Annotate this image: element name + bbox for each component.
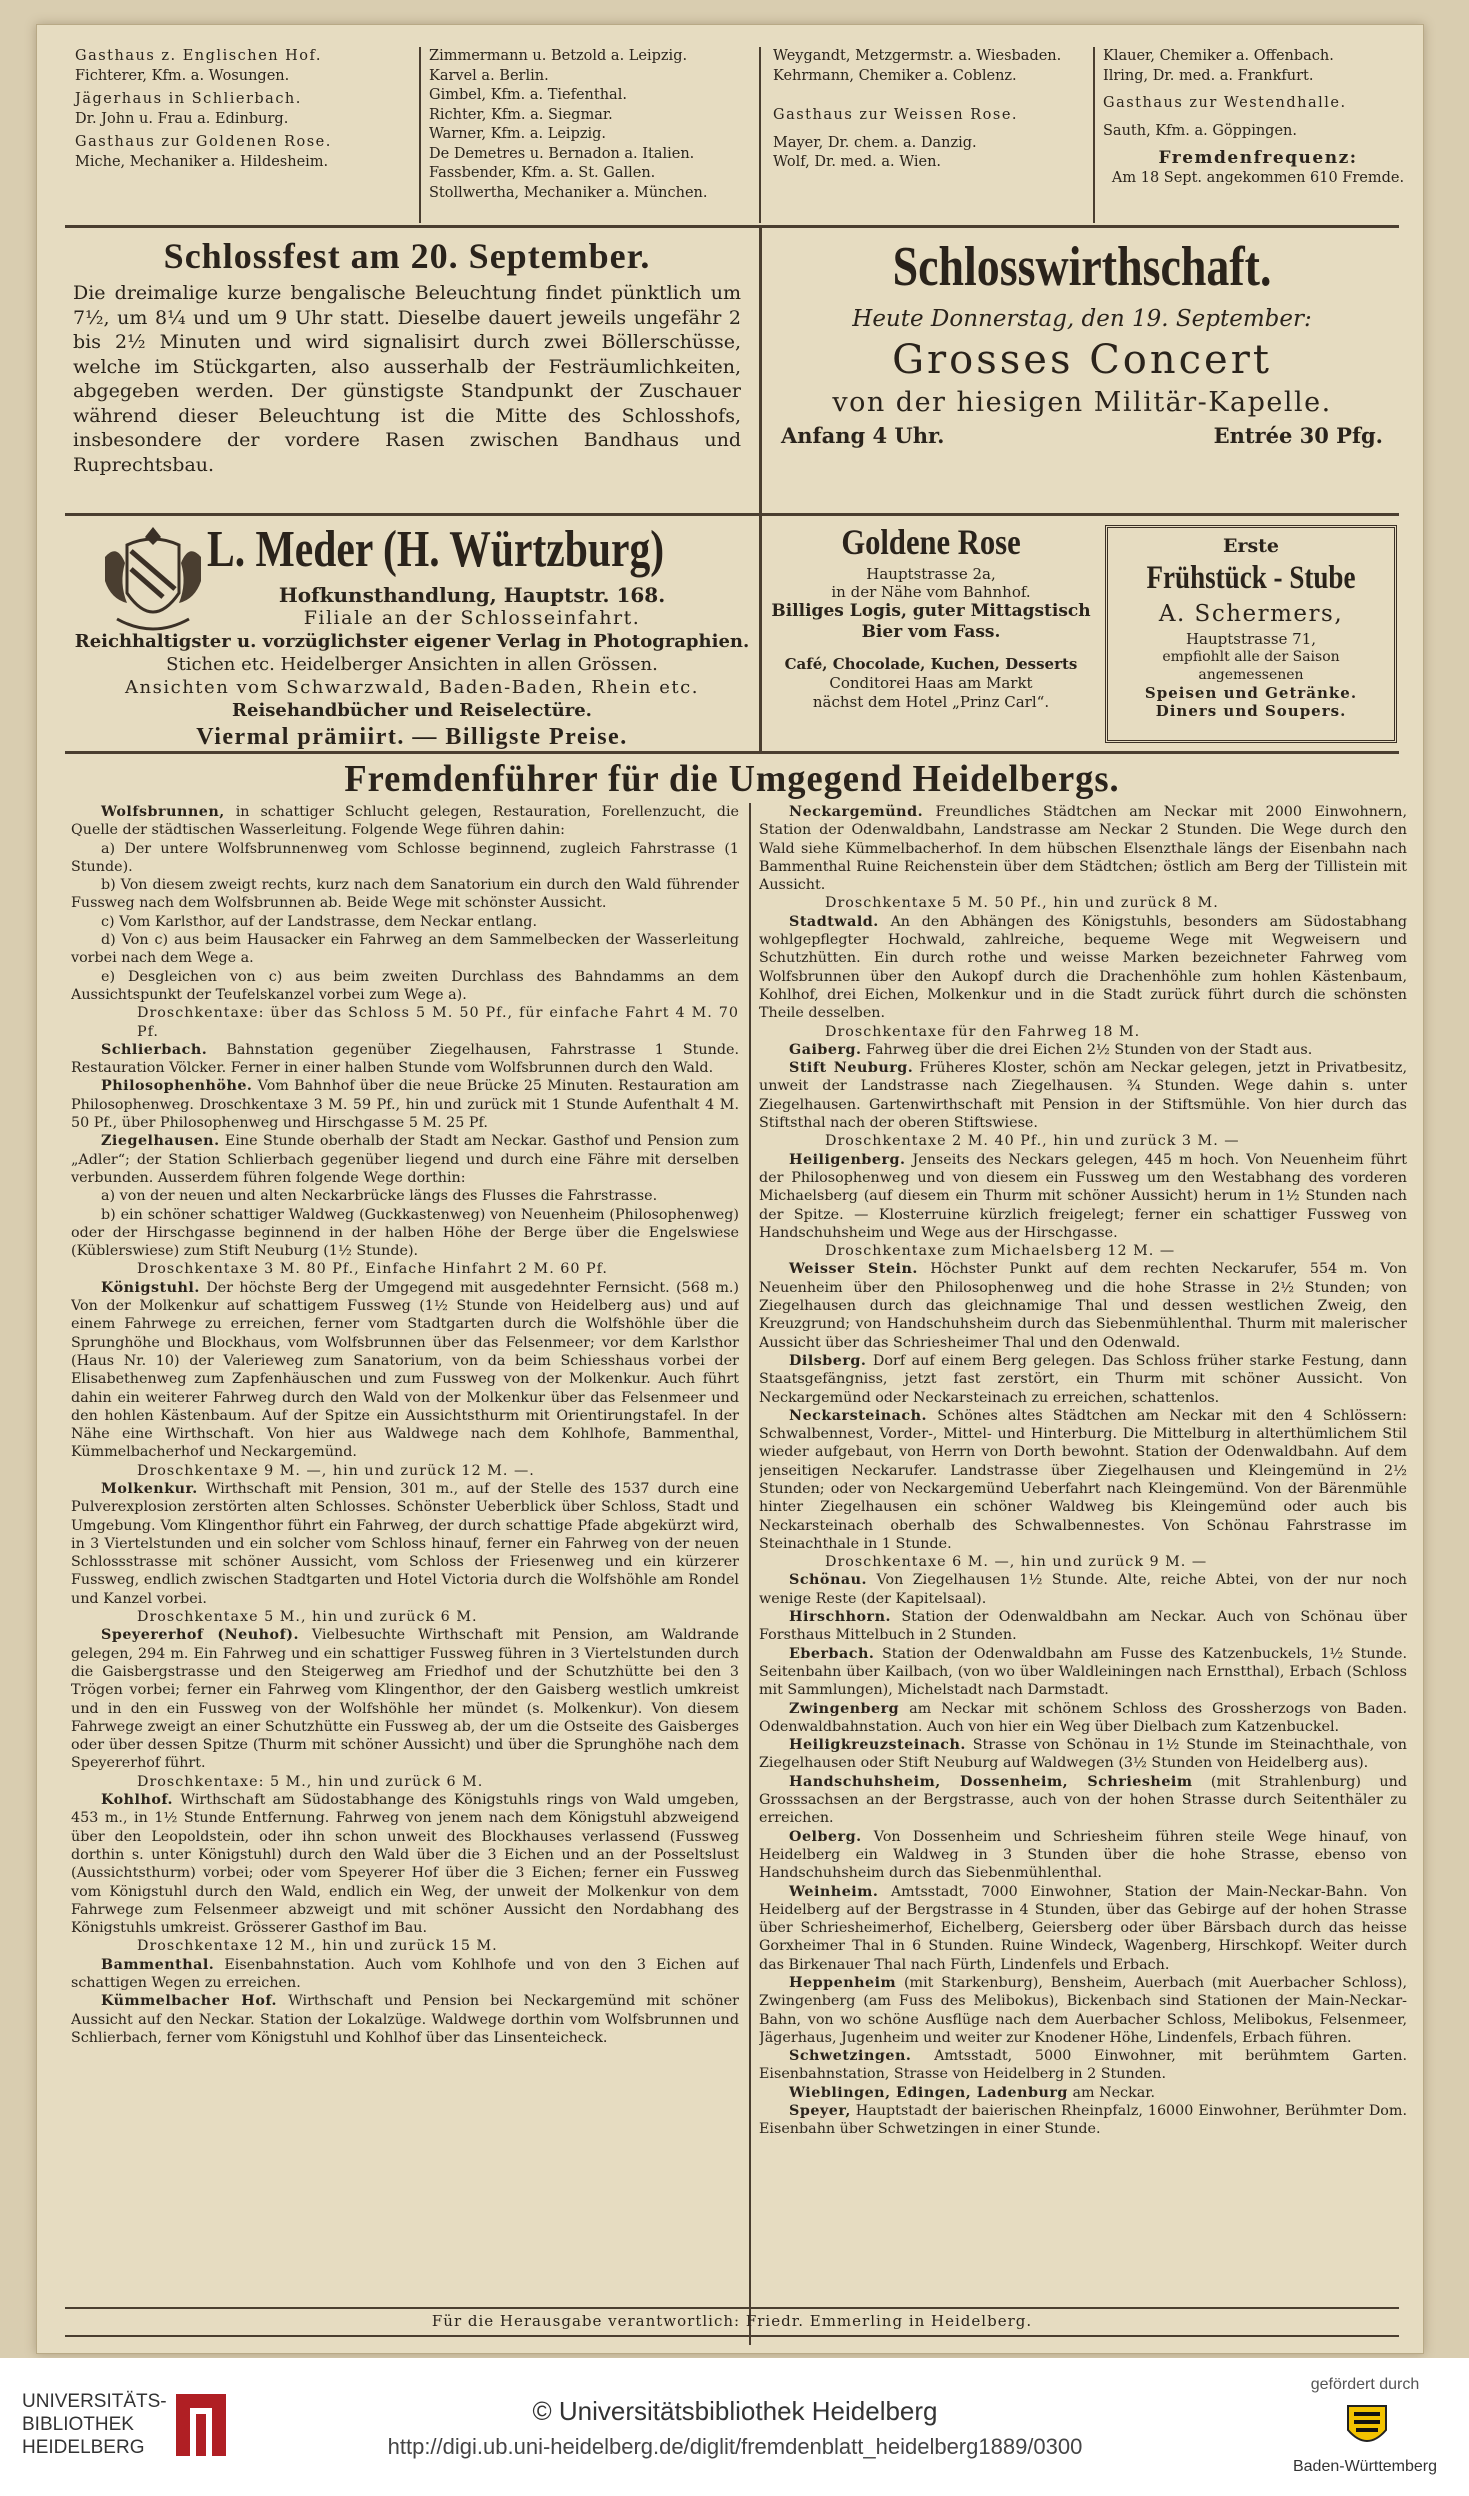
guest-entry: Karvel a. Berlin. xyxy=(429,67,549,84)
droschkentaxe-line: Droschkentaxe 5 M. 50 Pf., hin und zurück 8 M. xyxy=(825,895,1219,912)
guide-title: Fremdenführer für die Umgegend Heidelbergs. xyxy=(344,758,1120,800)
guide-entry-text: Vielbesuchte Wirthschaft mit Pension, am Waldrande gelegen, 294 m. Ein Fahrweg und ein schattiger Fussweg führen in 3 Viertelstunden durch die Gaisbergstrasse und den Steigerweg am Friedhof und der Schutzhütte bei den 3 Trögen vorbei; ferner ein Fahrweg vom Klingenthor, der den Gaisberg westlich umkreist und in den ein Fussweg von der Wolfshöhle her mündet (s. Molkenkur). Von diesem Fahrwege zweigt an einer Schutzhütte ein Fussweg ab, der um die Ostseite des Gaisberges oder über dessen Spitze (Thurm mit schöner Aussicht) und über die Sprunghöhe nach dem Speyererhof führt. xyxy=(71,1627,739,1772)
meder-line: Hofkunsthandlung, Hauptstr. 168. xyxy=(278,583,666,607)
guest-entry: Richter, Kfm. a. Siegmar. xyxy=(429,106,613,123)
guide-entry xyxy=(759,1571,1407,1608)
guest-entry: Gimbel, Kfm. a. Tiefenthal. xyxy=(429,87,627,103)
guide-entry xyxy=(759,1974,1407,2047)
guide-entry-text: b) ein schöner schattiger Waldweg (Guckkastenweg) von Neuenheim (Philosophenweg) oder der Hirschgasse beginnend in der halben Höhe der Berge über die Engelswiese (Küblerswiese) zum Stift Neuburg (1½ Stunde). xyxy=(71,1206,739,1260)
droschkentaxe-line: Droschkentaxe 3 M. 80 Pf., Einfache Hinfahrt 2 M. 60 Pf. xyxy=(137,1261,608,1278)
goldene-rose-line: in der Nähe vom Bahnhof. xyxy=(831,583,1031,601)
guide-entry xyxy=(759,1260,1407,1351)
fruehstueck-title: Frühstück - Stube xyxy=(1146,560,1356,596)
guide-place-name: Stift Neuburg. xyxy=(789,1060,914,1077)
guide-subentry xyxy=(71,876,739,913)
goldene-rose-line: Hauptstrasse 2a, xyxy=(866,565,996,583)
guest-entry: Kehrmann, Chemiker a. Coblenz. xyxy=(773,67,1017,84)
droschkentaxe-line: Droschkentaxe 6 M. —, hin und zurück 9 M. — xyxy=(825,1554,1208,1571)
section-rule xyxy=(65,2307,1399,2309)
concert-entry: Entrée 30 Pfg. xyxy=(1213,423,1383,448)
guide-entry-text: Höchster Punkt auf dem rechten Neckarufer, 554 m. Von Neuenheim über den Philosophenweg und die hohe Strasse in 2½ Stunden; von Ziegelhausen durch das gleichnamige Thal und dessen westlichen Zweig, den Kreuzgrund; von Handschuhsheim durch das Siebenmühlenthal. Thurm mit malerischer Aussicht über das Schriesheimer Thal und den Odenwald. xyxy=(759,1261,1407,1351)
guide-place-name: Kohlhof. xyxy=(101,1792,174,1809)
guide-entry xyxy=(759,803,1407,894)
guide-entry-text: Wirthschaft am Südostabhange des Königstuhls rings von Wald umgeben, 453 m., in 1½ Stunde Entfernung. Fahrweg von jenem nach dem Königstuhl abzweigend über den Leopoldstein, oder ihn schon unweit des Blockhauses verlassend (Fussweg dorthin s. unter Königstuhl) durch den Wald über die 3 Eichen und an der Posseltslust (Aussichtsthurm) vorbei; oder vom Speyerer Hof über die 3 Eichen; ferner ein Fussweg vom Königstuhl durch den Wald, endlich ein Weg, der unweit der Molkenkur von dem Fahrwege zum Felsenmeer abzweigt und mit schöner Aussicht den Nordabhang des Königstuhls umkreist. Grösserer Gasthof im Bau. xyxy=(71,1792,739,1937)
guide-entry-text: Hauptstadt der baierischen Rheinpfalz, 16000 Einwohner, Berühmter Dom. Eisenbahn über Schwetzingen in einer Stunde. xyxy=(759,2103,1407,2138)
droschkentaxe-line: Droschkentaxe: 5 M., hin und zurück 6 M. xyxy=(137,1773,484,1790)
guide-entry xyxy=(71,1480,739,1608)
schlossfest-title: Schlossfest am 20. September. xyxy=(163,236,651,276)
schlossfest-notice xyxy=(65,231,749,477)
guide-place-name: Weisser Stein. xyxy=(789,1261,918,1278)
guest-entry: Sauth, Kfm. a. Göppingen. xyxy=(1103,122,1297,139)
meder-title: L. Meder (H. Würtzburg) xyxy=(207,521,665,578)
column-rule xyxy=(1093,47,1095,223)
droschkentaxe-line: Droschkentaxe 9 M. —, hin und zurück 12 M. —. xyxy=(137,1462,535,1479)
guide-entry-text: Vom Bahnhof über die neue Brücke 25 Minuten. Restauration am Philosophenweg. Droschkentaxe 3 M. 59 Pf., hin und zurück mit 1 Stunde Aufenthalt 4 M. 50 Pf., über Philosophenweg und Hirschgasse 5 M. 25 Pf. xyxy=(71,1078,739,1132)
guest-list-col-4 xyxy=(1103,47,1413,188)
guest-entry: Gasthaus z. Englischen Hof. xyxy=(75,48,322,64)
guide-entry-text: Wirthschaft und Pension bei Neckargemünd mit schöner Aussicht auf den Neckar. Station der Lokalzüge. Waldwege dorthin vom Wolfsbrunnen und Schlierbach, ferner vom Königstuhl und Kohlhof über das Linsenteicheck. xyxy=(71,1993,739,2046)
guide-subentry xyxy=(71,1187,739,1205)
guide-entry xyxy=(759,1883,1407,1974)
guide-entry xyxy=(759,1773,1407,1828)
funded-label: gefördert durch xyxy=(1310,2376,1420,2393)
goldene-rose-ad xyxy=(763,519,1099,712)
guest-list-col-1 xyxy=(75,47,415,172)
guide-entry xyxy=(759,2102,1407,2139)
guide-entry-text: am Neckar. xyxy=(1067,2084,1156,2101)
guide-entry-text: Freundliches Städtchen am Neckar mit 2000 Einwohnern, Station der Odenwaldbahn, Landstrasse am Neckar 2 Stunden. Die Wege durch den Wald siehe Kümmelbacherhof. In dem hübschen Elsenzthale längs der Eisenbahn nach Bammenthal Ruine Reichenstein über dem Städtchen; östlich am Berg der Tillistein mit Aussicht. xyxy=(759,804,1407,894)
guide-subentry xyxy=(71,931,739,968)
state-label: Baden-Württemberg xyxy=(1292,2458,1438,2475)
goldene-rose-line: Billiges Logis, guter Mittagstisch xyxy=(771,601,1091,621)
guide-entry xyxy=(759,1608,1407,1645)
library-name-line: BIBLIOTHEK xyxy=(22,2414,134,2435)
digitization-footer xyxy=(0,2358,1469,2496)
guest-entry: Gasthaus zur Goldenen Rose. xyxy=(75,134,332,150)
guide-place-name: Ziegelhausen. xyxy=(101,1133,220,1150)
droschkentaxe-line: Droschkentaxe 12 M., hin und zurück 15 M. xyxy=(137,1938,498,1955)
droschkentaxe-line: Droschkentaxe zum Michaelsberg 12 M. — xyxy=(825,1243,1176,1260)
droschkentaxe-line: Droschkentaxe 5 M., hin und zurück 6 M. xyxy=(137,1609,478,1626)
fremdenfrequenz-label: Fremdenfrequenz: xyxy=(1158,148,1358,168)
guest-entry: Mayer, Dr. chem. a. Danzig. xyxy=(773,134,977,151)
guide-entry xyxy=(71,1992,739,2047)
guide-place-name: Handschuhsheim, Dossenheim, Schriesheim xyxy=(789,1773,1193,1790)
guide-entry-text: Bahnstation gegenüber Ziegelhausen, Fahrstrasse 1 Stunde. Restauration Völcker. Ferner in einer halben Stunde vom Wolfsbrunnen durch den Wald. xyxy=(71,1041,739,1077)
guide-entry xyxy=(759,1059,1407,1132)
guide-entry-text: a) von der neuen und alten Neckarbrücke längs des Flusses die Fahrstrasse. xyxy=(101,1188,658,1205)
meder-line: Filiale an der Schlosseinfahrt. xyxy=(303,607,641,629)
section-rule xyxy=(65,751,1399,754)
guide-entry-text: am Neckar mit schönem Schloss des Grossherzogs von Baden. Odenwaldbahnstation. Auch von hier ein Weg über Dielbach zum Katzenbuckel. xyxy=(759,1700,1407,1735)
guide-entry xyxy=(759,1352,1407,1407)
state-coat-of-arms-icon xyxy=(1340,2400,1394,2454)
guide-entry-text: Von Ziegelhausen 1½ Stunde. Alte, reiche Abtei, von der nur noch wenige Reste (der Kapitelsaal). xyxy=(759,1572,1407,1607)
guide-entry-text: Eine Stunde oberhalb der Stadt am Neckar. Gasthof und Pension zum „Adler“; der Station Schlierbach gegenüber liegend und durch eine Fähre mit derselben verbunden. Ausserdem führen folgende Wege dorthin: xyxy=(71,1133,739,1186)
guide-place-name: Wolfsbrunnen, xyxy=(101,804,225,820)
guest-entry: Miche, Mechaniker a. Hildesheim. xyxy=(75,153,329,170)
guide-place-name: Neckargemünd. xyxy=(789,804,924,820)
guest-entry: Zimmermann u. Betzold a. Leipzig. xyxy=(429,48,688,64)
guide-entry xyxy=(71,1279,739,1462)
library-name-line: UNIVERSITÄTS- xyxy=(22,2391,167,2412)
guide-entry xyxy=(759,1828,1407,1883)
concert-start: Anfang 4 Uhr. xyxy=(781,423,945,448)
meder-line: Ansichten vom Schwarzwald, Baden-Baden, Rhein etc. xyxy=(125,677,699,698)
guide-entry xyxy=(759,1151,1407,1242)
guide-place-name: Oelberg. xyxy=(789,1828,862,1845)
concert-date: Heute Donnerstag, den 19. September: xyxy=(852,306,1312,332)
guest-entry: Fichterer, Kfm. a. Wosungen. xyxy=(75,67,290,84)
guide-entry xyxy=(71,1077,739,1132)
fruehstueck-stube-ad xyxy=(1105,525,1397,743)
guide-entry xyxy=(71,1626,739,1772)
section-rule xyxy=(65,2335,1399,2337)
guide-place-name: Bammenthal. xyxy=(101,1956,215,1973)
guide-entry xyxy=(759,1645,1407,1700)
column-rule xyxy=(759,47,761,223)
guide-place-name: Wieblingen, Edingen, Ladenburg xyxy=(789,2084,1068,2101)
guest-entry: Ilring, Dr. med. a. Frankfurt. xyxy=(1103,67,1314,84)
guide-entry-text: Eisenbahnstation. Auch vom Kohlhofe und von den 3 Eichen auf schattigen Wegen zu erreichen. xyxy=(71,1956,739,1991)
guest-entry: De Demetres u. Bernadon a. Italien. xyxy=(429,145,695,162)
guide-entry xyxy=(759,913,1407,1023)
concert-band: von der hiesigen Militär-Kapelle. xyxy=(832,387,1332,418)
column-rule xyxy=(759,225,762,513)
guest-entry: Jägerhaus in Schlierbach. xyxy=(75,91,302,107)
guide-subentry xyxy=(71,913,739,931)
meder-line: Stichen etc. Heidelberger Ansichten in allen Grössen. xyxy=(166,654,658,675)
guest-entry: Fassbender, Kfm. a. St. Gallen. xyxy=(429,165,656,181)
column-rule xyxy=(419,47,421,223)
guest-entry: Weygandt, Metzgermstr. a. Wiesbaden. xyxy=(773,48,1062,64)
guide-place-name: Königstuhl. xyxy=(101,1279,200,1296)
goldene-rose-line: nächst dem Hotel „Prinz Carl“. xyxy=(812,693,1050,711)
guide-place-name: Stadtwald. xyxy=(789,913,879,930)
guide-entry xyxy=(71,1041,739,1078)
guest-entry: Dr. John u. Frau a. Edinburg. xyxy=(75,110,289,127)
guest-entry: Wolf, Dr. med. a. Wien. xyxy=(773,154,942,170)
guide-left-column xyxy=(71,803,739,2333)
guide-entry xyxy=(71,1132,739,1187)
guide-place-name: Zwingenberg xyxy=(789,1700,900,1717)
guide-entry-text: Der höchste Berg der Umgegend mit ausgedehnter Fernsicht. (568 m.) Von der Molkenkur auf schattigem Fussweg (1½ Stunde von Heidelberg aus) und auf einem Fahrwege zu erreichen, ferner vom Stadtgarten durch die Wolfshöhle über die Sprunghöhe und Blockhaus, vom Wolfsbrunnen über das Felsenmeer; vor dem Karlsthor (Haus Nr. 10) der Valerieweg zum Sanatorium, von da beim Schiesshaus vorbei der Elisabethenweg zum Zapfenhäuschen und zum Fussweg von der Molkenkur. Auch führt dahin ein weiterer Fahrweg durch den Wald von der Molkenkur über das Felsenmeer und den hohlen Kästenbaum. Auf der Spitze ein Aussichtsthurm mit Orientirungstafel. In der Nähe eine Wirthschaft. Von hier aus Waldwege nach dem Kohlhofe, Bammenthal, Kümmelbacherhof und Neckargemünd. xyxy=(71,1279,739,1461)
meder-line: Reisehandbücher und Reiselectüre. xyxy=(232,700,592,721)
guide-place-name: Heiligenberg. xyxy=(789,1151,906,1168)
goldene-rose-line: Bier vom Fass. xyxy=(861,622,1001,642)
guest-entry: Gasthaus zur Weissen Rose. xyxy=(773,107,1019,123)
meder-line: Reichhaltigster u. vorzüglichster eigener Verlag in Photographien. xyxy=(74,631,750,652)
guide-place-name: Weinheim. xyxy=(789,1883,879,1900)
guide-place-name: Philosophenhöhe. xyxy=(101,1078,253,1095)
guide-entry xyxy=(759,1041,1407,1059)
guide-entry xyxy=(71,1956,739,1993)
guide-entry-text: Station der Odenwaldbahn am Neckar. Auch von Schönau über Forsthaus Mittelbuch in 2 Stunden. xyxy=(759,1609,1407,1644)
fruehstueck-line: Speisen und Getränke. xyxy=(1144,684,1358,702)
guide-place-name: Gaiberg. xyxy=(789,1041,862,1058)
section-rule xyxy=(65,513,1399,516)
schlosswirthschaft-title: Schlosswirthschaft. xyxy=(892,236,1272,298)
guide-place-name: Schönau. xyxy=(789,1572,867,1589)
fruehstueck-line: empfiohlt alle der Saison angemessenen xyxy=(1162,649,1340,683)
guide-subentry xyxy=(71,840,739,877)
guide-entry-text: Von Dossenheim und Schriesheim führen steile Wege hinauf, von Heidelberg ein Waldweg in 3 Stunden über die hohe Strasse, ebenso von Handschuhsheim durch das Siebenmühlenthal. xyxy=(759,1828,1407,1882)
guide-entry xyxy=(759,1700,1407,1737)
permalink[interactable]: http://digi.ub.uni-heidelberg.de/diglit/fremdenblatt_heidelberg1889/0300 xyxy=(387,2434,1083,2459)
guide-entry xyxy=(759,1736,1407,1773)
guide-place-name: Schwetzingen. xyxy=(789,2048,912,2065)
guide-right-column xyxy=(759,803,1407,2333)
guide-entry-text: Schönes altes Städtchen am Neckar mit den 4 Schlössern: Schwalbennest, Vorder-, Mittel- und Hinterburg. Die Mittelburg in alterthümlichem Stil wieder aufgebaut, von Herrn von Dorth bewohnt. Station der Odenwaldbahn. Auf dem jenseitigen Neckarufer. Landstrasse über Ziegelhausen und Kleingemünd in 2½ Stunden; oder von Neckargemünd Ueberfahrt nach Kleingemünd. Von der Bärenmühle hinter Ziegelhausen ein schöner Waldweg bis Kleingemünd oder auch bis Neckarsteinach oberhalb des Schwalbennestes. Von Schönau Fahrstrasse im Steinachthale in 1 Stunde. xyxy=(759,1407,1407,1552)
fruehstueck-line: Hauptstrasse 71, xyxy=(1185,630,1317,648)
guide-entry xyxy=(71,803,739,840)
guide-place-name: Speyer, xyxy=(789,2103,851,2120)
guide-entry-text: (mit Strahlenburg) und Grosssachsen an der Bergstrasse, auch von der hohen Strasse durch Seitenthäler zu erreichen. xyxy=(759,1773,1407,1827)
library-logo xyxy=(22,2390,167,2459)
guest-entry: Stollwertha, Mechaniker a. München. xyxy=(429,184,708,201)
guide-entry xyxy=(71,1791,739,1937)
guide-subentry xyxy=(71,968,739,1005)
concert-info-row xyxy=(767,421,1397,448)
guide-entry xyxy=(759,2047,1407,2084)
guide-entry-text: Wirthschaft mit Pension, 301 m., auf der Stelle des 1537 durch eine Pulverexplosion zerstörten alten Schlosses. Schönster Ueberblick über Schloss, Stadt und Umgebung. Vom Klingenthor führt ein Fahrweg, der durch schattige Pfade abgekürzt wird, in 3 Viertelstunden und ein solcher vom Schloss hinauf, ferner ein Fahrweg von der neuen Schlossstrasse mit schöner Aussicht, vom Schloss der Friesenweg und ein kürzerer Fussweg, endlich zwischen Stadtgarten und Hotel Victoria durch die Wolfshöhle am Rondel und Kanzel vorbei. xyxy=(71,1480,739,1607)
schlossfest-text: Die dreimalige kurze bengalische Beleuchtung findet pünktlich um 7½, um 8¼ und um 9 Uhr statt. Dieselbe dauert jeweils ungefähr 2 bis 2½ Minuten und wird signalisirt durch zwei Böllerschüsse, welche im Stückgarten, also ausserhalb der Festräumlichkeiten, abgegeben werden. Der günstigste Standpunkt der Zuschauer während dieser Beleuchtung ist die Mitte des Schlosshofs, insbesondere der vordere Rasen zwischen Bandhaus und Ruprechtsbau. xyxy=(73,282,741,476)
section-rule xyxy=(65,225,1399,228)
library-name-line: HEIDELBERG xyxy=(22,2437,145,2458)
guide-entry-text: Früheres Kloster, schön am Neckar gelegen, jetzt in Privatbesitz, unweit der Landstrasse nach Ziegelhausen. ¾ Stunden. Wege dahin s. unter Ziegelhausen. Gartenwirthschaft mit Pension in der Stiftsmühle. Von hier durch das Stiftsthal nach der oberen Stiftswiese. xyxy=(759,1060,1407,1132)
guide-place-name: Neckarsteinach. xyxy=(789,1407,927,1424)
guide-entry-text: d) Von c) aus beim Hausacker ein Fahrweg an dem Sammelbecken der Wasserleitung vorbei nach dem Wege a. xyxy=(71,932,739,967)
goldene-rose-line: Café, Chocolade, Kuchen, Desserts xyxy=(784,655,1078,673)
guide-entry-text: Amtsstadt, 5000 Einwohner, mit berühmtem Garten. Eisenbahnstation, Strasse von Heidelberg in 2 Stunden. xyxy=(759,2048,1407,2083)
concert-title: Grosses Concert xyxy=(892,337,1272,383)
guest-entry: Warner, Kfm. a. Leipzig. xyxy=(429,126,607,142)
guide-place-name: Schlierbach. xyxy=(101,1041,208,1058)
guide-place-name: Hirschhorn. xyxy=(789,1609,891,1626)
meder-details xyxy=(65,583,759,752)
visitor-count: Am 18 Sept. angekommen 610 Fremde. xyxy=(1111,169,1405,186)
guide-place-name: Dilsberg. xyxy=(789,1352,867,1369)
guide-entry-text: c) Vom Karlsthor, auf der Landstrasse, dem Neckar entlang. xyxy=(101,913,537,930)
droschkentaxe-line: Droschkentaxe für den Fahrweg 18 M. xyxy=(825,1023,1141,1040)
guide-entry-text: (mit Starkenburg), Bensheim, Auerbach (mit Auerbacher Schloss), Zwingenberg (am Fuss des Melibokus), Bickenbach sind Stationen der Main-Neckar-Bahn, von wo schöne Ausflüge nach dem Auerbacher Schloss, Melibokus, Felsenmeer, Jägerhaus, Jugenheim und weiter zur Knodener Höhe, Lindenfels, Erbach führen. xyxy=(759,1975,1407,2046)
fruehstueck-line: Diners und Soupers. xyxy=(1155,702,1347,720)
guide-entry xyxy=(759,1407,1407,1553)
guest-list-col-2 xyxy=(429,47,759,203)
guide-place-name: Eberbach. xyxy=(789,1645,875,1662)
guest-entry: Klauer, Chemiker a. Offenbach. xyxy=(1103,48,1334,64)
guest-entry xyxy=(773,86,1103,106)
guide-entry-text: Strasse von Schönau in 1½ Stunde im Steinachthale, von Ziegelhausen oder Stift Neuburg auf Waldwegen (3½ Stunden von Heidelberg aus). xyxy=(759,1737,1407,1772)
guide-place-name: Kümmelbacher Hof. xyxy=(101,1993,277,2010)
droschkentaxe-line: Droschkentaxe: über das Schloss 5 M. 50 Pf., für einfache Fahrt 4 M. 70 Pf. xyxy=(137,1005,739,1040)
goldene-rose-line: Conditorei Haas am Markt xyxy=(829,674,1033,692)
guide-entry-text: Fahrweg über die drei Eichen 2½ Stunden von der Stadt aus. xyxy=(861,1041,1313,1058)
guide-entry-text: Jenseits des Neckars gelegen, 445 m hoch. Von Neuenheim führt der Philosophenweg und von diesem ein Fussweg um den Westabhang des vorderen Michaelsberg (auf diesem ein Thurm mit schöner Aussicht) herum in 1½ Stunden nach der Spitze. — Klosterruine kürzlich freigelegt; ferner ein schattiger Fussweg von Handschuhsheim und Wege aus der Hirschgasse. xyxy=(759,1151,1407,1241)
guide-entry-text: An den Abhängen des Königstuhls, besonders am Südostabhang wohlgepflegter Hochwald, zahlreiche, bequeme Wege mit Wegweisern und Schutzhütten. Ein durch rothe und weisse Marken bezeichneter Fahrweg vom Wolfsbrunnen über den Aukopf durch die Drachenhöhle zum hohlen Kästenbaum, Kohlhof, drei Eichen, Molkenkur und in die Stadt zurück führt durch die schönsten Theile desselben. xyxy=(759,913,1407,1022)
guide-entry-text: b) Von diesem zweigt rechts, kurz nach dem Sanatorium ein durch den Wald führender Fussweg nach dem Wolfsbrunnen ab. Beide Wege mit schönster Aussicht. xyxy=(71,877,739,912)
goldene-rose-title: Goldene Rose xyxy=(841,522,1021,562)
meder-slogan: Viermal prämiirt. — Billigste Preise. xyxy=(196,724,628,750)
library-mark-icon xyxy=(170,2388,232,2462)
guide-entry-text: a) Der untere Wolfsbrunnenweg vom Schlosse beginnend, zugleich Fahrstrasse (1 Stunde). xyxy=(71,840,739,875)
fruehstueck-erste: Erste xyxy=(1222,535,1280,557)
guide-place-name: Molkenkur. xyxy=(101,1480,198,1497)
guest-entry: Gasthaus zur Westendhalle. xyxy=(1103,95,1347,111)
meder-ad xyxy=(65,519,759,751)
schlosswirthschaft-ad xyxy=(767,231,1397,448)
imprint: Für die Herausgabe verantwortlich: Friedr. Emmerling in Heidelberg. xyxy=(431,2312,1033,2330)
guide-entry-text: Dorf auf einem Berg gelegen. Das Schloss früher starke Festung, dann Staatsgefängniss, jetzt fast zerstört, ein Thurm mit schöner Aussicht. Von Neckargemünd oder Neckarsteinach zu erreichen, schattenlos. xyxy=(759,1352,1407,1406)
guide-place-name: Heppenheim xyxy=(789,1975,897,1991)
column-rule xyxy=(759,513,762,751)
guide-entry xyxy=(759,2084,1407,2102)
guide-entry-text: e) Desgleichen von c) aus beim zweiten Durchlass des Bahndamms an dem Aussichtspunkt der Teufelskanzel vorbei zum Wege a). xyxy=(71,968,739,1003)
guide-place-name: Heiligkreuzsteinach. xyxy=(789,1737,966,1754)
guest-list-col-3 xyxy=(773,47,1103,173)
newspaper-page xyxy=(36,24,1424,2354)
fruehstueck-owner: A. Schermers, xyxy=(1158,601,1344,627)
guide-place-name: Speyererhof (Neuhof). xyxy=(101,1627,299,1644)
guide-entry-text: in schattiger Schlucht gelegen, Restauration, Forellenzucht, die Quelle der städtischen Wasserleitung. Folgende Wege führen dahin: xyxy=(71,804,739,839)
guide-entry-text: Station der Odenwaldbahn am Fusse des Katzenbuckels, 1½ Stunde. Seitenbahn über Kailbach, (von wo über Waldleiningen nach Ernstthal), Erbach (Schloss mit Sammlungen), Michelstadt nach Darmstadt. xyxy=(759,1645,1407,1699)
column-rule xyxy=(749,803,751,2345)
guide-entry-text: Amtsstadt, 7000 Einwohner, Station der Main-Neckar-Bahn. Von Heidelberg auf der Bergstrasse in 4 Stunden, über das Gebirge auf der hohen Strasse über Schriesheimerhof, Eichelberg, Geiersberg oder über Bärsbach durch das heisse Gorxheimer Thal in 6 Stunden. Ruine Windeck, Wagenberg, Hirschkopf. Weiter durch das Birkenauer Thal nach Fürth, Lindenfels und Erbach. xyxy=(759,1883,1407,1973)
guide-subentry xyxy=(71,1206,739,1261)
droschkentaxe-line: Droschkentaxe 2 M. 40 Pf., hin und zurück 3 M. — xyxy=(825,1133,1240,1150)
copyright-text: © Universitätsbibliothek Heidelberg xyxy=(532,2396,938,2426)
